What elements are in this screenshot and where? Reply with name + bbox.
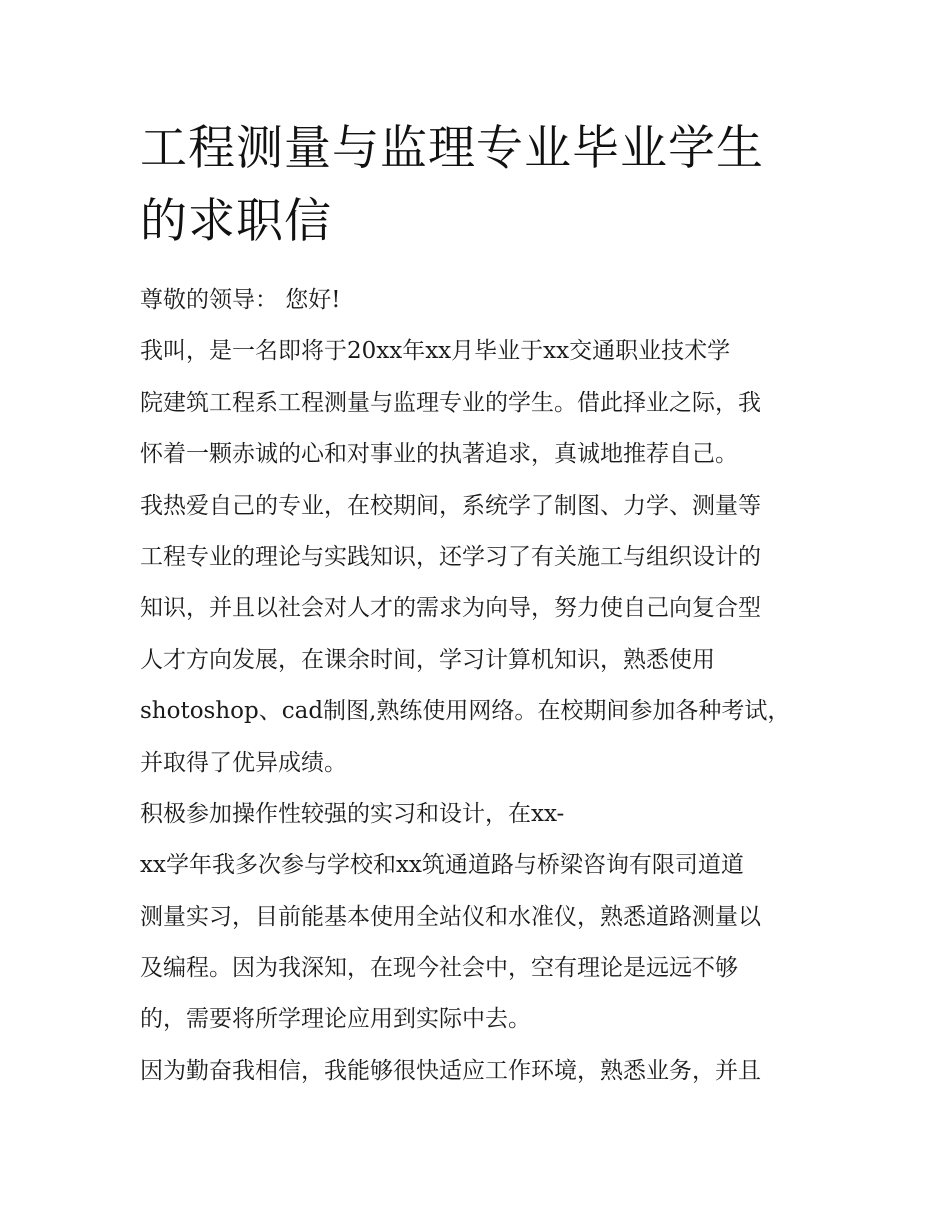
text-line: 测量实习，目前能基本使用全站仪和水准仪，熟悉道路测量以 [140, 903, 761, 930]
text-line: shotoshop、cad制图,熟练使用网络。在校期间参加各种考试， [140, 698, 791, 725]
title-line: 工程测量与监理专业毕业学生 [140, 121, 764, 176]
text-line: 人才方向发展，在课余时间，学习计算机知识，熟悉使用 [140, 646, 715, 673]
title-line: 的求职信 [140, 194, 332, 249]
salutation: 尊敬的领导： 您好! [140, 287, 341, 313]
text-line: 的，需要将所学理论应用到实际中去。 [140, 1006, 531, 1033]
text-line: 及编程。因为我深知，在现今社会中，空有理论是远远不够 [140, 955, 738, 982]
text-line: 工程专业的理论与实践知识，还学习了有关施工与组织设计的 [140, 543, 761, 570]
text-line: 我叫，是一名即将于20xx年xx月毕业于xx交通职业技术学 [140, 338, 731, 365]
text-line: 怀着一颗赤诚的心和对事业的执著追求，真诚地推荐自己。 [140, 441, 738, 468]
document-title [140, 112, 820, 258]
text-line: 我热爱自己的专业，在校期间，系统学了制图、力学、测量等 [140, 492, 761, 519]
text-line: 积极参加操作性较强的实习和设计，在xx- [140, 800, 565, 827]
text-line: 并取得了优异成绩。 [140, 749, 347, 776]
text-line: 知识，并且以社会对人才的需求为向导，努力使自己向复合型 [140, 595, 761, 622]
text-line: xx学年我多次参与学校和xx筑通道路与桥梁咨询有限司道道 [140, 852, 744, 879]
text-line: 因为勤奋我相信，我能够很快适应工作环境，熟悉业务，并且 [140, 1057, 761, 1084]
text-line: 院建筑工程系工程测量与监理专业的学生。借此择业之际，我 [140, 389, 761, 416]
letter-body [140, 275, 830, 1097]
